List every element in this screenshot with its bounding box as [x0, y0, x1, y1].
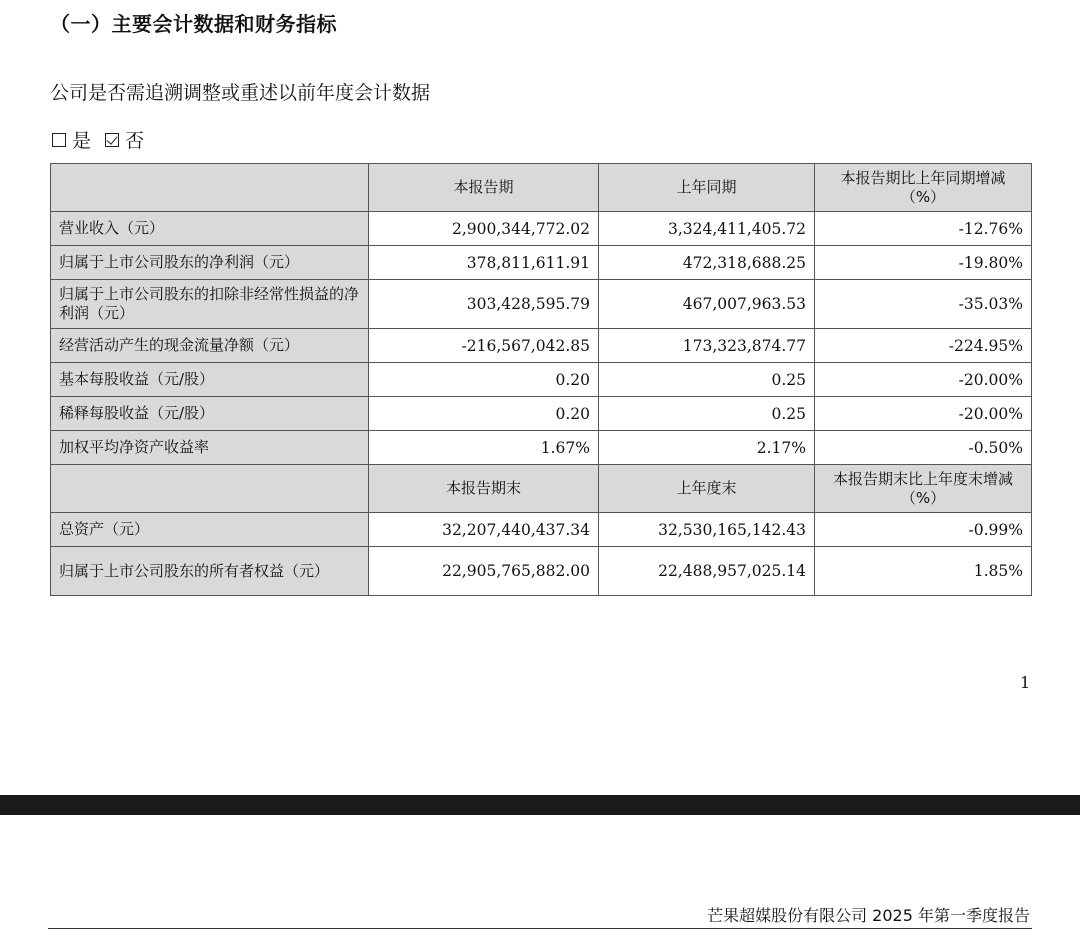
cell-current: 303,428,595.79 — [369, 280, 599, 329]
option-no-label: 否 — [125, 130, 145, 152]
cell-current: 0.20 — [369, 363, 599, 397]
report-footer: 芒果超媒股份有限公司 2025 年第一季度报告 — [707, 906, 1030, 925]
table-header-row — [51, 164, 1032, 212]
table-header-row — [51, 465, 1032, 513]
checkbox-yes[interactable] — [52, 133, 66, 147]
cell-change: -12.76% — [815, 212, 1032, 246]
table-row — [51, 212, 1032, 246]
table-row — [51, 246, 1032, 280]
table-row — [51, 363, 1032, 397]
table-row — [51, 513, 1032, 547]
restatement-question: 公司是否需追溯调整或重述以前年度会计数据 — [50, 82, 431, 104]
header-period-end: 本报告期末 — [369, 465, 599, 513]
footer-rule — [48, 928, 1032, 929]
row-label: 基本每股收益（元/股） — [51, 363, 369, 397]
header-blank — [51, 164, 369, 212]
cell-change: -35.03% — [815, 280, 1032, 329]
cell-prior: 0.25 — [599, 363, 815, 397]
header-change-pct: 本报告期比上年同期增减（%） — [815, 164, 1032, 212]
cell-change: -20.00% — [815, 363, 1032, 397]
header-change-pct: 本报告期末比上年度末增减（%） — [815, 465, 1032, 513]
header-current-period: 本报告期 — [369, 164, 599, 212]
table-row — [51, 431, 1032, 465]
row-label: 归属于上市公司股东的净利润（元） — [51, 246, 369, 280]
cell-current: -216,567,042.85 — [369, 329, 599, 363]
table-row — [51, 547, 1032, 596]
row-label: 总资产（元） — [51, 513, 369, 547]
cell-change: -0.99% — [815, 513, 1032, 547]
header-prior-period: 上年同期 — [599, 164, 815, 212]
header-prior-year-end: 上年度末 — [599, 465, 815, 513]
section-heading: （一）主要会计数据和财务指标 — [50, 12, 337, 36]
row-label: 稀释每股收益（元/股） — [51, 397, 369, 431]
cell-change: -224.95% — [815, 329, 1032, 363]
cell-prior: 32,530,165,142.43 — [599, 513, 815, 547]
cell-current: 378,811,611.91 — [369, 246, 599, 280]
cell-change: -20.00% — [815, 397, 1032, 431]
cell-prior: 22,488,957,025.14 — [599, 547, 815, 596]
cell-current: 22,905,765,882.00 — [369, 547, 599, 596]
row-label: 加权平均净资产收益率 — [51, 431, 369, 465]
page-number: 1 — [1020, 673, 1031, 692]
table-row — [51, 397, 1032, 431]
row-label: 经营活动产生的现金流量净额（元） — [51, 329, 369, 363]
page-separator-band — [0, 795, 1080, 815]
cell-prior: 0.25 — [599, 397, 815, 431]
cell-prior: 472,318,688.25 — [599, 246, 815, 280]
restatement-options — [52, 126, 154, 153]
row-label: 归属于上市公司股东的扣除非经常性损益的净利润（元） — [51, 280, 369, 329]
table-row — [51, 329, 1032, 363]
cell-change: -0.50% — [815, 431, 1032, 465]
cell-prior: 173,323,874.77 — [599, 329, 815, 363]
checkbox-no[interactable] — [105, 133, 119, 147]
cell-current: 2,900,344,772.02 — [369, 212, 599, 246]
cell-current: 32,207,440,437.34 — [369, 513, 599, 547]
financial-data-table — [50, 163, 1032, 596]
option-yes-label: 是 — [72, 130, 92, 152]
cell-change: -19.80% — [815, 246, 1032, 280]
cell-change: 1.85% — [815, 547, 1032, 596]
row-label: 营业收入（元） — [51, 212, 369, 246]
cell-prior: 467,007,963.53 — [599, 280, 815, 329]
cell-current: 0.20 — [369, 397, 599, 431]
table-row — [51, 280, 1032, 329]
cell-prior: 2.17% — [599, 431, 815, 465]
cell-current: 1.67% — [369, 431, 599, 465]
row-label: 归属于上市公司股东的所有者权益（元） — [51, 547, 369, 596]
cell-prior: 3,324,411,405.72 — [599, 212, 815, 246]
header-blank — [51, 465, 369, 513]
